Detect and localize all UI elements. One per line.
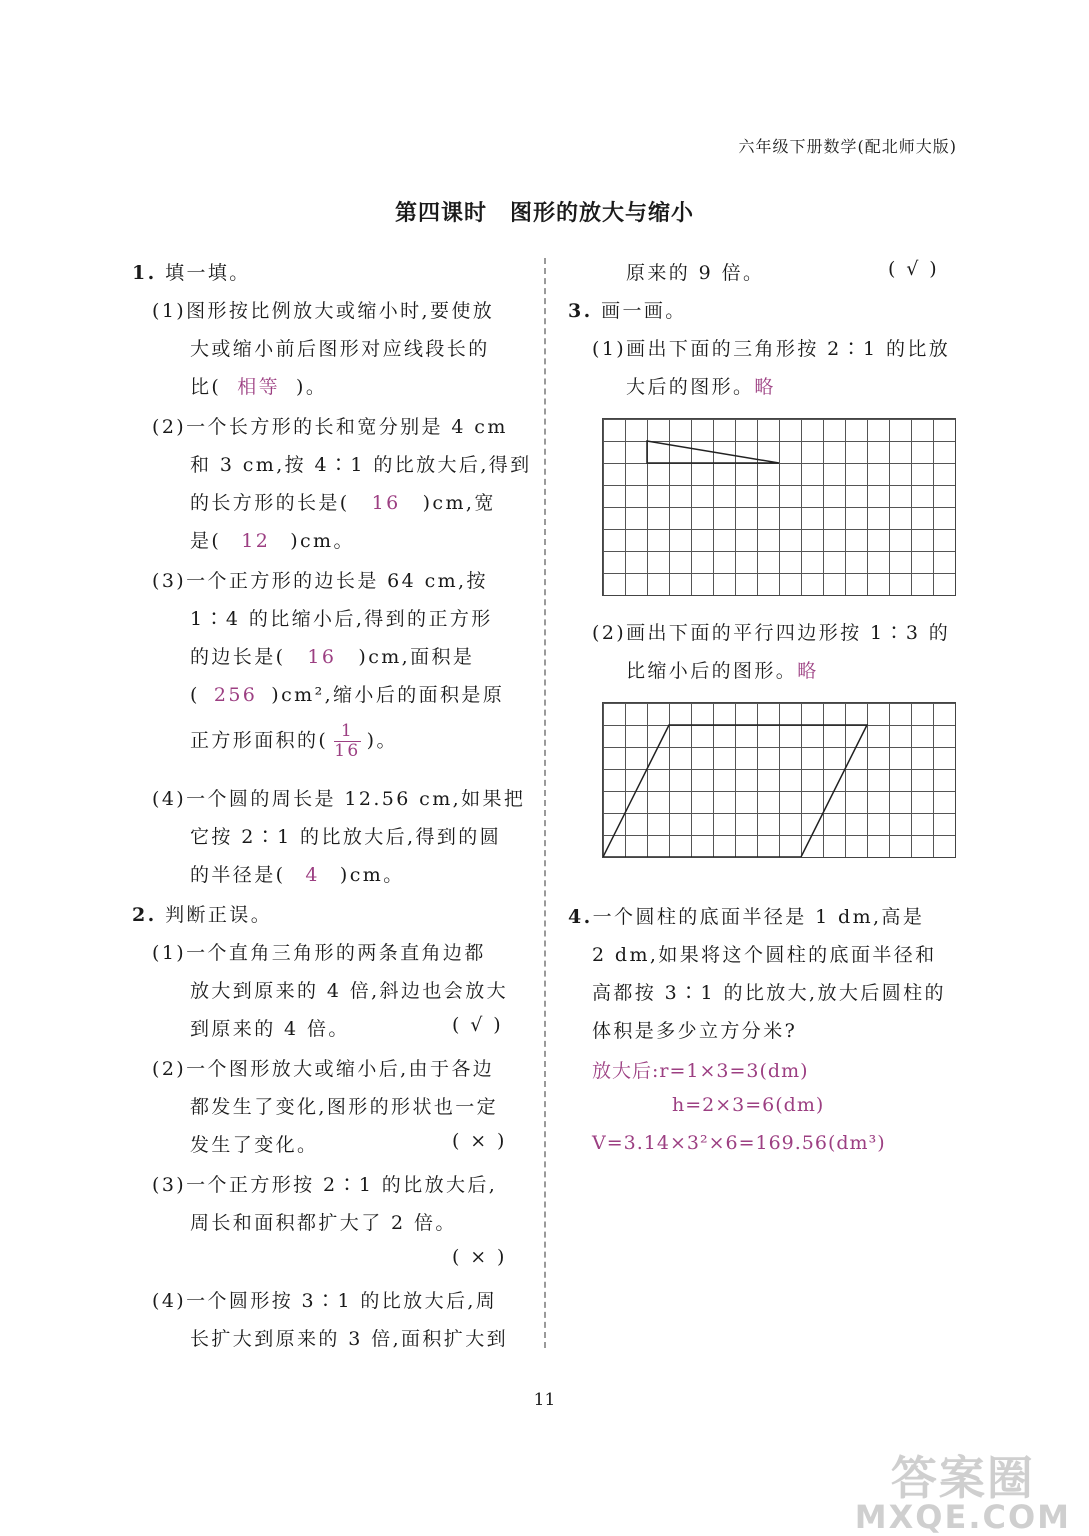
q2-p3-line2: 周长和面积都扩大了 2 倍。 <box>190 1212 457 1234</box>
column-divider <box>544 258 546 1348</box>
q1-p1-line3: 比( 相等 )。 <box>190 376 328 398</box>
q3-p2-line2: 比缩小后的图形。略 <box>626 660 819 682</box>
triangle-grid <box>602 418 956 596</box>
q2-p2-line1: (2)一个图形放大或缩小后,由于各边 <box>152 1058 495 1080</box>
q2-p4-line3: 原来的 9 倍。 <box>626 262 765 284</box>
q1-p3-line1: (3)一个正方形的边长是 64 cm,按 <box>152 570 488 592</box>
answer-q1-3a: 16 <box>307 646 337 668</box>
q2-p1-mark: ( √ ) <box>452 1014 504 1036</box>
q3-title: 画一画。 <box>601 300 687 322</box>
q2-p4-mark: ( √ ) <box>888 258 940 280</box>
q1-heading <box>132 258 251 285</box>
triangle-figure <box>603 419 955 595</box>
answer-q1-2b: 12 <box>241 530 271 552</box>
answer-q3-2: 略 <box>797 660 819 682</box>
q1-p2-line1: (2)一个长方形的长和宽分别是 4 cm <box>152 416 508 438</box>
q2-heading <box>132 900 272 927</box>
watermark <box>854 1451 1071 1536</box>
lesson-title: 第四课时 图形的放大与缩小 <box>394 201 694 226</box>
q2-title: 判断正误。 <box>165 904 273 926</box>
q1-p3-line3: 的边长是( 16 )cm,面积是 <box>190 646 475 668</box>
q4-solution-line3: V=3.14×3²×6=169.56(dm³) <box>592 1132 886 1154</box>
q2-p2-line3: 发生了变化。 <box>190 1134 319 1156</box>
parallelogram-grid <box>602 702 956 858</box>
page-number: 11 <box>533 1390 556 1410</box>
q2-p2-line2: 都发生了变化,图形的形状也一定 <box>190 1096 499 1118</box>
answer-q1-2a: 16 <box>371 492 401 514</box>
answer-q1-4: 4 <box>305 864 320 886</box>
answer-q1-1: 相等 <box>237 376 281 398</box>
q2-p1-line2: 放大到原来的 4 倍,斜边也会放大 <box>190 980 509 1002</box>
book-header: 六年级下册数学(配北师大版) <box>738 137 957 156</box>
q4-line4: 体积是多少立方分米? <box>592 1020 798 1042</box>
q4-number: 4. <box>568 906 593 928</box>
q1-p3-line5: 正方形面积的( $\frac{1}{16}$ )。 <box>190 721 398 761</box>
q4-line2: 2 dm,如果将这个圆柱的底面半径和 <box>592 944 937 966</box>
q1-p1-line2: 大或缩小前后图形对应线段长的 <box>190 338 490 360</box>
q1-number: 1. <box>132 262 157 284</box>
q2-p1-line1: (1)一个直角三角形的两条直角边都 <box>152 942 486 964</box>
q2-p4-line1: (4)一个圆形按 3∶1 的比放大后,周 <box>152 1290 498 1312</box>
parallelogram-figure <box>603 703 955 857</box>
q1-p3-line4: ( 256 )cm²,缩小后的面积是原 <box>190 684 505 706</box>
q2-p3-line1: (3)一个正方形按 2∶1 的比放大后, <box>152 1174 498 1196</box>
q4-line3: 高都按 3∶1 的比放大,放大后圆柱的 <box>592 982 946 1004</box>
q1-p1-line1: (1)图形按比例放大或缩小时,要使放 <box>152 300 495 322</box>
q2-p1-line3: 到原来的 4 倍。 <box>190 1018 350 1040</box>
q4-line1: 4.一个圆柱的底面半径是 1 dm,高是 <box>568 906 925 928</box>
q3-p2-line1: (2)画出下面的平行四边形按 1∶3 的 <box>592 622 951 644</box>
q2-p3-mark: ( × ) <box>452 1246 507 1268</box>
q3-number: 3. <box>568 300 593 322</box>
q1-p4-line1: (4)一个圆的周长是 12.56 cm,如果把 <box>152 788 526 810</box>
q1-title: 填一填。 <box>165 262 251 284</box>
q2-number: 2. <box>132 904 157 926</box>
q1-p2-line4: 是( 12 )cm。 <box>190 530 355 552</box>
q1-p4-line2: 它按 2∶1 的比放大后,得到的圆 <box>190 826 502 848</box>
q1-p2-line3: 的长方形的长是( 16 )cm,宽 <box>190 492 496 514</box>
q2-p2-mark: ( × ) <box>452 1130 507 1152</box>
answer-q3-1: 略 <box>754 376 776 398</box>
q1-p4-line3: 的半径是( 4 )cm。 <box>190 864 405 886</box>
q3-p1-line1: (1)画出下面的三角形按 2∶1 的比放 <box>592 338 951 360</box>
watermark-top: 答案圈 <box>890 1451 1035 1505</box>
q3-p1-line2: 大后的图形。略 <box>626 376 776 398</box>
q3-heading <box>568 296 687 323</box>
q4-solution-line1: 放大后:r=1×3=3(dm) <box>592 1060 809 1082</box>
q1-p3-line2: 1∶4 的比缩小后,得到的正方形 <box>190 608 493 630</box>
q2-p4-line2: 长扩大到原来的 3 倍,面积扩大到 <box>190 1328 509 1350</box>
answer-q1-3b: 256 <box>213 684 258 706</box>
answer-q1-3c-fraction: $\frac{1}{16}$ <box>334 721 361 761</box>
watermark-bottom: MXQE.COM <box>854 1498 1071 1536</box>
q4-solution-line2: h=2×3=6(dm) <box>672 1094 825 1116</box>
q1-p2-line2: 和 3 cm,按 4∶1 的比放大后,得到 <box>190 454 532 476</box>
